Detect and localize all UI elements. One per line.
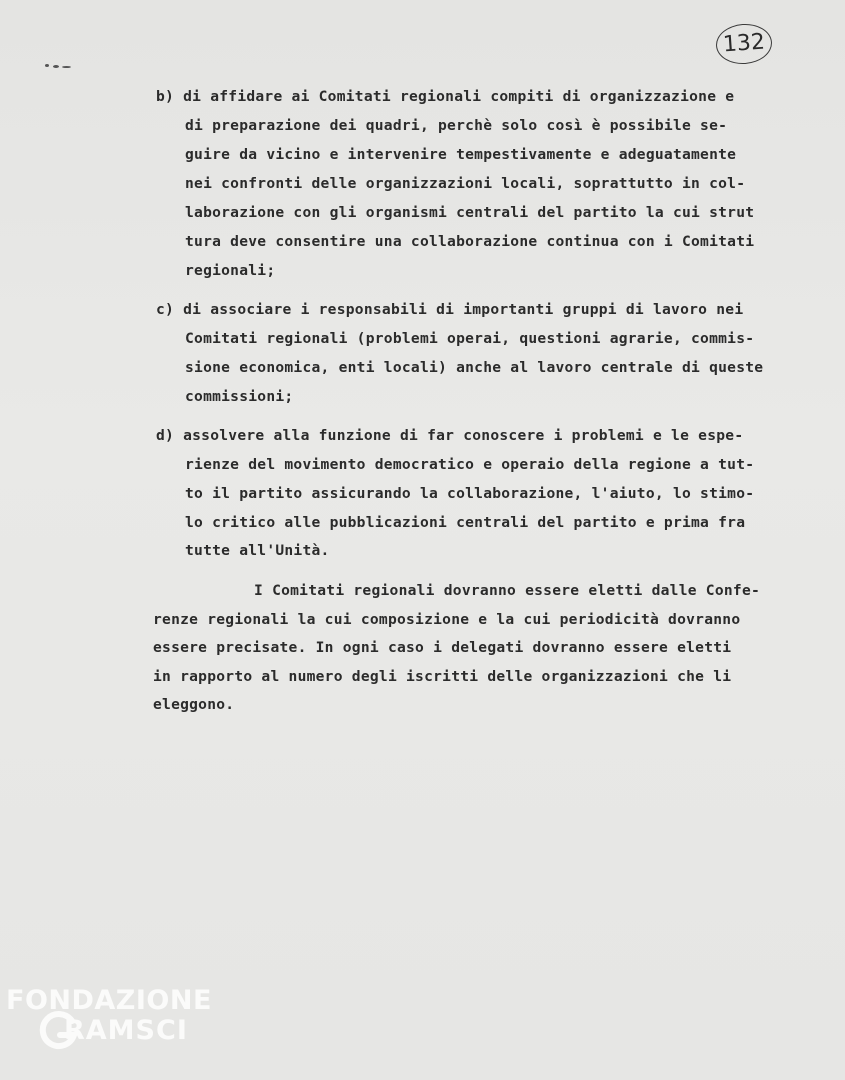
watermark-line-2: RAMSCI xyxy=(64,1015,188,1046)
text-line: lo critico alle pubblicazioni centrali del partito e prima fra xyxy=(185,514,746,531)
text-line: laborazione con gli organismi centrali del partito la cui strut xyxy=(185,204,755,221)
text-line: c) di associare i responsabili di importanti gruppi di lavoro nei xyxy=(156,301,744,318)
fondazione-gramsci-watermark xyxy=(6,985,226,1075)
text-line: tutte all'Unità. xyxy=(185,542,330,559)
text-line: b) di affidare ai Comitati regionali compiti di organizzazione e xyxy=(156,88,735,105)
text-line: in rapporto al numero degli iscritti delle organizzazioni che li xyxy=(153,668,732,685)
text-line: guire da vicino e intervenire tempestivamente e adeguatamente xyxy=(185,146,737,163)
text-line: to il partito assicurando la collaborazione, l'aiuto, lo stimo- xyxy=(185,485,755,502)
text-line: rienze del movimento democratico e operaio della regione a tut- xyxy=(185,456,755,473)
text-line: nei confronti delle organizzazioni locali, soprattutto in col- xyxy=(185,175,746,192)
watermark-line-1: FONDAZIONE xyxy=(6,985,212,1016)
text-line: Comitati regionali (problemi operai, questioni agrarie, commis- xyxy=(185,330,755,347)
text-line: tura deve consentire una collaborazione continua con i Comitati xyxy=(185,233,755,250)
text-line: di preparazione dei quadri, perchè solo così è possibile se- xyxy=(185,117,728,134)
text-line: renze regionali la cui composizione e la cui periodicità dovranno xyxy=(153,611,741,628)
ink-speck xyxy=(45,62,73,68)
text-line: I Comitati regionali dovranno essere eletti dalle Confe- xyxy=(254,582,761,599)
page-number-circled: 132 xyxy=(715,22,774,66)
text-line: commissioni; xyxy=(185,388,294,405)
text-line: sione economica, enti locali) anche al lavoro centrale di queste xyxy=(185,359,764,376)
text-line: eleggono. xyxy=(153,696,235,713)
text-line: regionali; xyxy=(185,262,276,279)
text-line: essere precisate. In ogni caso i delegati dovranno essere eletti xyxy=(153,639,732,656)
text-line: d) assolvere alla funzione di far conoscere i problemi e le espe- xyxy=(156,427,744,444)
